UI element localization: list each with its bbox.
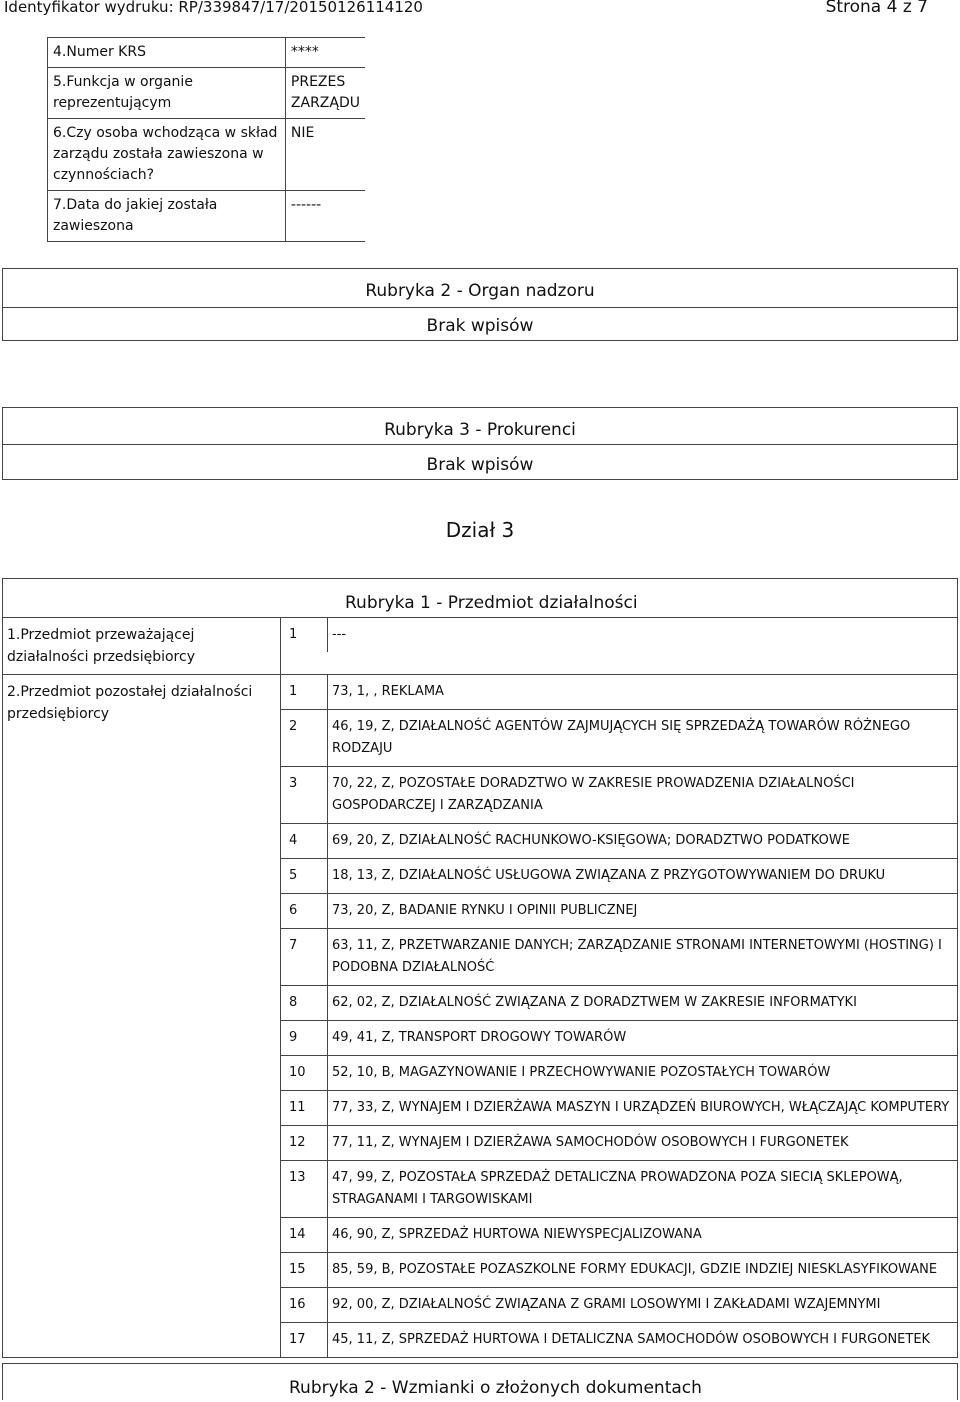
other-activity-list <box>281 675 957 1357</box>
section-title-row <box>3 579 957 618</box>
rubryka-prokurenci <box>2 407 958 480</box>
list-item <box>281 929 957 986</box>
item-text: 52, 10, B, MAGAZYNOWANIE I PRZECHOWYWANIE POZOSTAŁYCH TOWARÓW <box>332 1065 831 1080</box>
other-activity-row <box>3 675 957 1357</box>
field-value: **** <box>285 38 365 68</box>
item-text: 45, 11, Z, SPRZEDAŻ HURTOWA I DETALICZNA SAMOCHODÓW OSOBOWYCH I FURGONETEK <box>332 1332 931 1347</box>
list-item <box>281 1323 957 1357</box>
section-title: Rubryka 1 - Przedmiot działalności <box>345 593 638 613</box>
table-row <box>48 38 366 68</box>
item-number: 10 <box>281 1056 328 1090</box>
item-number: 5 <box>281 859 328 893</box>
table-row <box>48 68 366 119</box>
field-label: 6.Czy osoba wchodząca w skład zarządu została zawieszona w czynnościach? <box>48 119 286 191</box>
item-number: 17 <box>281 1323 328 1357</box>
rubryka-wzmianki <box>2 1363 958 1400</box>
item-number: 15 <box>281 1253 328 1287</box>
item-text: 69, 20, Z, DZIAŁALNOŚĆ RACHUNKOWO-KSIĘGOWA; DORADZTWO PODATKOWE <box>332 833 850 848</box>
item-number: 9 <box>281 1021 328 1055</box>
person-fields-table <box>47 37 365 242</box>
list-item <box>281 1161 957 1218</box>
item-text: 49, 41, Z, TRANSPORT DROGOWY TOWARÓW <box>332 1030 627 1045</box>
item-number: 1 <box>281 618 328 652</box>
item-text: 92, 00, Z, DZIAŁALNOŚĆ ZWIĄZANA Z GRAMI LOSOWYMI I ZAKŁADAMI WZAJEMNYMI <box>332 1297 881 1312</box>
item-number: 1 <box>281 675 328 709</box>
list-item <box>281 618 957 652</box>
main-activity-row <box>3 618 957 675</box>
field-value: NIE <box>285 119 365 191</box>
item-text: 47, 99, Z, POZOSTAŁA SPRZEDAŻ DETALICZNA PROWADZONA POZA SIECIĄ SKLEPOWĄ, STRAGANAMI I TARGOWISKAMI <box>332 1170 903 1207</box>
item-text: 46, 90, Z, SPRZEDAŻ HURTOWA NIEWYSPECJALIZOWANA <box>332 1227 702 1242</box>
list-item <box>281 1288 957 1323</box>
item-number: 4 <box>281 824 328 858</box>
field-value: ------ <box>285 191 365 242</box>
page-number: Strona 4 z 7 <box>825 0 928 17</box>
item-number: 16 <box>281 1288 328 1322</box>
section-title: Rubryka 2 - Organ nadzoru <box>3 269 957 308</box>
field-label: 7.Data do jakiej została zawieszona <box>48 191 286 242</box>
item-number: 6 <box>281 894 328 928</box>
list-item <box>281 1218 957 1253</box>
item-number: 8 <box>281 986 328 1020</box>
item-number: 3 <box>281 767 328 823</box>
item-number: 2 <box>281 710 328 766</box>
field-value: PREZES ZARZĄDU <box>285 68 365 119</box>
list-item <box>281 1056 957 1091</box>
rubryka-organ-nadzoru <box>2 268 958 341</box>
table-row <box>48 119 366 191</box>
section-title: Rubryka 2 - Wzmianki o złożonych dokumentach <box>289 1378 702 1398</box>
section-title: Rubryka 3 - Prokurenci <box>3 408 957 445</box>
item-text: --- <box>332 627 347 642</box>
main-activity-label: 1.Przedmiot przeważającej działalności przedsiębiorcy <box>3 618 281 674</box>
main-activity-list <box>281 618 957 674</box>
field-label: 5.Funkcja w organie reprezentującym <box>48 68 286 119</box>
list-item <box>281 894 957 929</box>
item-text: 70, 22, Z, POZOSTAŁE DORADZTWO W ZAKRESIE PROWADZENIA DZIAŁALNOŚCI GOSPODARCZEJ I ZARZĄDZANIA <box>332 776 855 813</box>
section-empty-note: Brak wpisów <box>426 316 534 336</box>
item-number: 11 <box>281 1091 328 1125</box>
rubryka-przedmiot-dzialalnosci <box>2 578 958 1358</box>
item-text: 77, 11, Z, WYNAJEM I DZIERŻAWA SAMOCHODÓW OSOBOWYCH I FURGONETEK <box>332 1135 849 1150</box>
item-number: 7 <box>281 929 328 985</box>
item-number: 13 <box>281 1161 328 1217</box>
list-item <box>281 859 957 894</box>
list-item <box>281 1021 957 1056</box>
item-text: 85, 59, B, POZOSTAŁE POZASZKOLNE FORMY EDUKACJI, GDZIE INDZIEJ NIESKLASYFIKOWANE <box>332 1262 938 1277</box>
item-text: 77, 33, Z, WYNAJEM I DZIERŻAWA MASZYN I URZĄDZEŃ BIUROWYCH, WŁĄCZAJĄC KOMPUTERY <box>332 1100 950 1115</box>
item-number: 12 <box>281 1126 328 1160</box>
item-text: 63, 11, Z, PRZETWARZANIE DANYCH; ZARZĄDZANIE STRONAMI INTERNETOWYMI (HOSTING) I PODOBNA DZIAŁALNOŚĆ <box>332 938 942 975</box>
field-label: 4.Numer KRS <box>48 38 286 68</box>
item-text: 18, 13, Z, DZIAŁALNOŚĆ USŁUGOWA ZWIĄZANA Z PRZYGOTOWYWANIEM DO DRUKU <box>332 868 886 883</box>
list-item <box>281 767 957 824</box>
list-item <box>281 1126 957 1161</box>
item-text: 73, 20, Z, BADANIE RYNKU I OPINII PUBLICZNEJ <box>332 903 638 918</box>
list-item <box>281 710 957 767</box>
item-text: 73, 1, , REKLAMA <box>332 684 444 699</box>
list-item <box>281 1253 957 1288</box>
dzial-heading: Dział 3 <box>445 518 515 542</box>
list-item <box>281 986 957 1021</box>
item-text: 46, 19, Z, DZIAŁALNOŚĆ AGENTÓW ZAJMUJĄCYCH SIĘ SPRZEDAŻĄ TOWARÓW RÓŻNEGO RODZAJU <box>332 719 911 756</box>
print-identifier: Identyfikator wydruku: RP/339847/17/20150126114120 <box>4 0 423 16</box>
item-number: 14 <box>281 1218 328 1252</box>
list-item <box>281 824 957 859</box>
list-item <box>281 675 957 710</box>
other-activity-label: 2.Przedmiot pozostałej działalności przedsiębiorcy <box>3 675 281 1357</box>
item-text: 62, 02, Z, DZIAŁALNOŚĆ ZWIĄZANA Z DORADZTWEM W ZAKRESIE INFORMATYKI <box>332 995 857 1010</box>
table-row <box>48 191 366 242</box>
list-item <box>281 1091 957 1126</box>
section-empty-note: Brak wpisów <box>426 455 534 475</box>
